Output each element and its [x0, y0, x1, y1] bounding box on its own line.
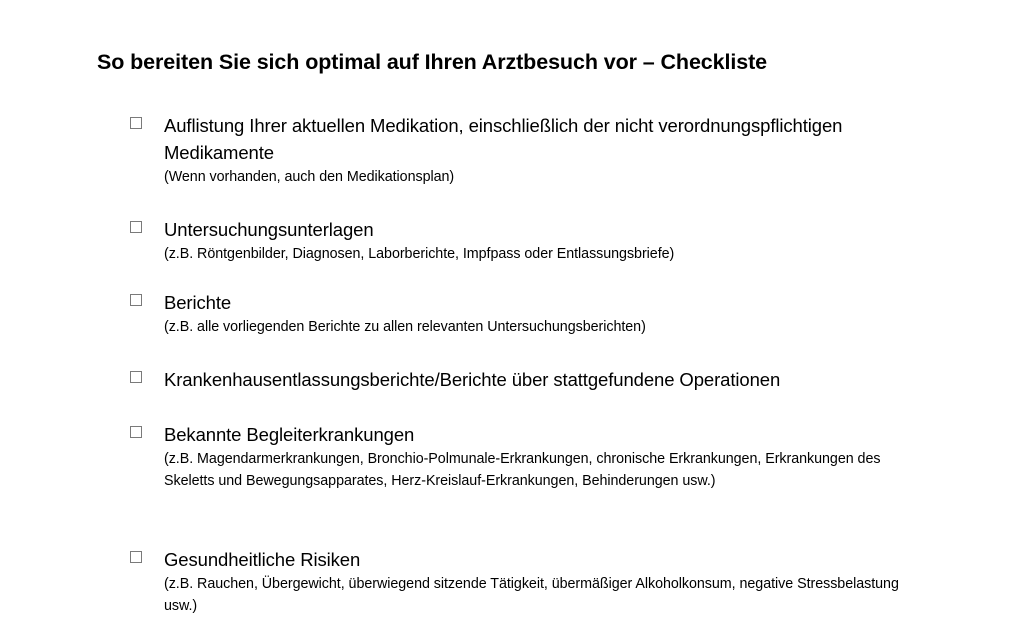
checklist-item-label: Berichte	[164, 292, 232, 313]
checklist-item-label: Gesundheitliche Risiken	[164, 549, 361, 570]
checklist-item-label: Auflistung Ihrer aktuellen Medikation, einschließlich der nicht verordnungspflichtigen Medikamente	[164, 115, 843, 163]
checklist-item-text	[164, 421, 934, 492]
checkbox[interactable]	[130, 117, 142, 129]
checklist-item-note: (Wenn vorhanden, auch den Medikationsplan)	[164, 169, 455, 185]
checkbox[interactable]	[130, 294, 142, 306]
checklist-item-note: (z.B. Magendarmerkrankungen, Bronchio-Polmunale-Erkrankungen, chronische Erkrankungen, Erkrankungen des Skeletts und Bewegungsapparates, Herz-Kreislauf-Erkrankungen, Behinderungen usw.)	[164, 451, 881, 489]
checklist-item-note: (z.B. alle vorliegenden Berichte zu allen relevanten Untersuchungsberichten)	[164, 319, 646, 335]
checklist-item-text	[164, 216, 934, 265]
checkbox[interactable]	[130, 426, 142, 438]
checkbox[interactable]	[130, 551, 142, 563]
checklist-item-label: Untersuchungsunterlagen	[164, 219, 374, 240]
checklist-item-label: Bekannte Begleiterkrankungen	[164, 424, 415, 445]
checklist-item-text	[164, 112, 934, 188]
checklist-item-note: (z.B. Röntgenbilder, Diagnosen, Laborberichte, Impfpass oder Entlassungsbriefe)	[164, 246, 675, 262]
checklist-item-note: (z.B. Rauchen, Übergewicht, überwiegend sitzende Tätigkeit, übermäßiger Alkoholkonsum, negative Stressbelastung usw.)	[164, 576, 899, 614]
checkbox[interactable]	[130, 221, 142, 233]
page-title: So bereiten Sie sich optimal auf Ihren Arztbesuch vor – Checkliste	[97, 50, 768, 74]
checklist-item-text	[164, 289, 934, 338]
checkbox[interactable]	[130, 371, 142, 383]
checklist-item-text	[164, 546, 934, 617]
checklist-item-label: Krankenhausentlassungsberichte/Berichte über stattgefundene Operationen	[164, 369, 781, 390]
checklist-item-text	[164, 366, 934, 393]
